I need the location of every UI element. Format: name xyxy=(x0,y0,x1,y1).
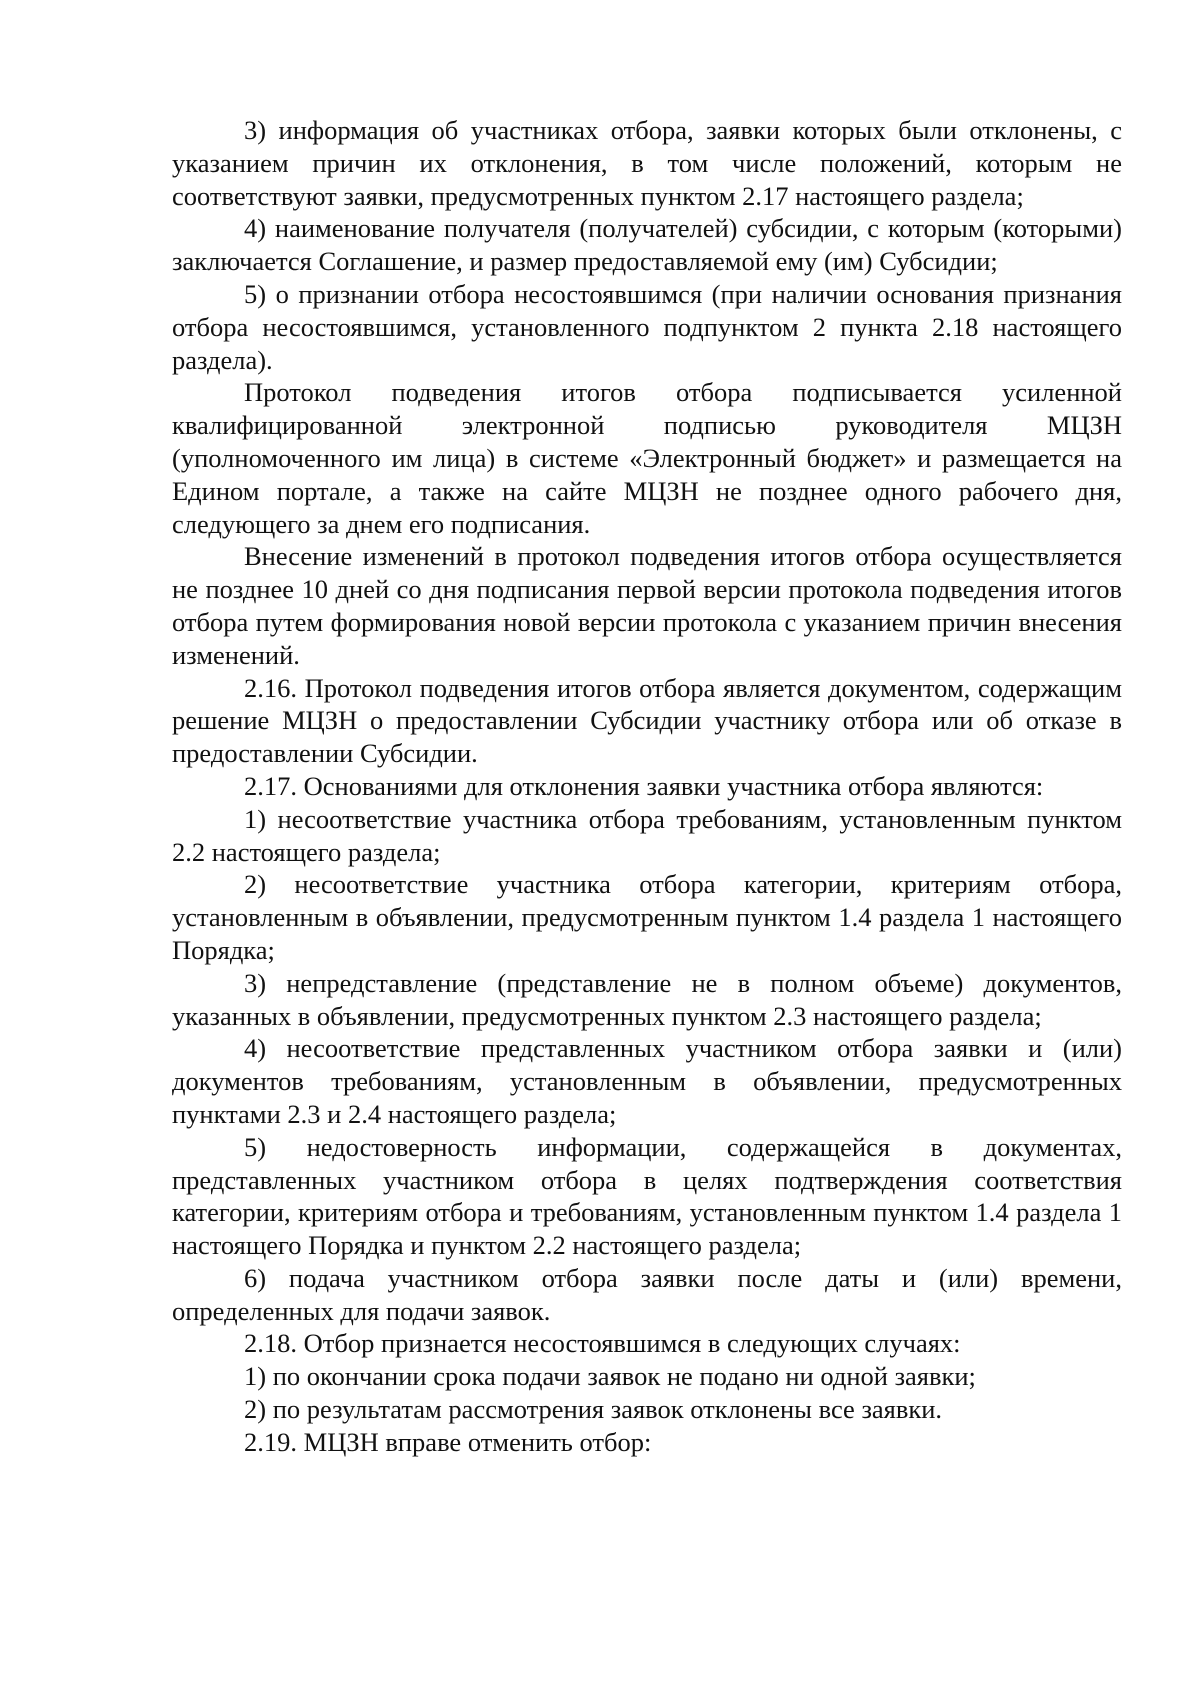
document-body xyxy=(172,114,1122,1459)
paragraph-2-18: 2.18. Отбор признается несостоявшимся в следующих случаях: xyxy=(244,1328,961,1359)
paragraph-2-17-item-6: 6) подача участником отбора заявки после даты и (или) времени, определенных для подачи заявок. xyxy=(172,1262,1122,1326)
paragraph-2-17-item-4: 4) несоответствие представленных участником отбора заявки и (или) документов требованиям, установленным в объявлении, предусмотренных пунктами 2.3 и 2.4 настоящего раздела; xyxy=(172,1033,1122,1129)
paragraph-2-18-item-2: 2) по результатам рассмотрения заявок отклонены все заявки. xyxy=(244,1394,943,1425)
paragraph-2-16: 2.16. Протокол подведения итогов отбора является документом, содержащим решение МЦЗН о предоставлении Субсидии участнику отбора или об отказе в предоставлении Субсидии. xyxy=(172,672,1122,769)
paragraph-2-17-item-5: 5) недостоверность информации, содержащейся в документах, представленных участником отбора в целях подтверждения соответствия категории, критериям отбора и требованиям, установленным пунктом 1.4 раздела 1 настоящего Порядка и пунктом 2.2 настоящего раздела; xyxy=(172,1131,1122,1261)
paragraph-2-17-item-2: 2) несоответствие участника отбора категории, критериям отбора, установленным в объявлении, предусмотренным пунктом 1.4 раздела 1 настоящего Порядка; xyxy=(172,869,1122,965)
paragraph-2-18-item-1: 1) по окончании срока подачи заявок не подано ни одной заявки; xyxy=(244,1361,976,1392)
paragraph-item-3-rejected-participants-info: 3) информация об участниках отбора, заявки которых были отклонены, с указанием причин их отклонения, в том числе положений, которым не соответствуют заявки, предусмотренных пунктом 2.17 настоящего раздела; xyxy=(172,115,1122,211)
paragraph-protocol-signing: Протокол подведения итогов отбора подписывается усиленной квалифицированной электронной подписью руководителя МЦЗН (уполномоченного им лица) в системе «Электронный бюджет» и размещается на Едином портале, а также на сайте МЦЗН не позднее одного рабочего дня, следующего за днем его подписания. xyxy=(172,377,1122,539)
paragraph-2-19: 2.19. МЦЗН вправе отменить отбор: xyxy=(244,1426,652,1457)
paragraph-2-17-item-1: 1) несоответствие участника отбора требованиям, установленным пунктом 2.2 настоящего раздела; xyxy=(172,803,1122,867)
paragraph-item-5-selection-failed: 5) о признании отбора несостоявшимся (при наличии основания признания отбора несостоявшимся, установленного подпунктом 2 пункта 2.18 настоящего раздела). xyxy=(172,278,1122,375)
paragraph-2-17: 2.17. Основаниями для отклонения заявки участника отбора являются: xyxy=(244,770,1044,801)
paragraph-item-4-recipient-name: 4) наименование получателя (получателей) субсидии, с которым (которыми) заключается Соглашение, и размер предоставляемой ему (им) Субсидии; xyxy=(172,213,1122,277)
paragraph-protocol-amendments: Внесение изменений в протокол подведения итогов отбора осуществляется не позднее 10 дней со дня подписания первой версии протокола подведения итогов отбора путем формирования новой версии протокола с указанием причин внесения изменений. xyxy=(172,541,1122,670)
paragraph-2-17-item-3: 3) непредставление (представление не в полном объеме) документов, указанных в объявлении, предусмотренных пунктом 2.3 настоящего раздела; xyxy=(172,967,1122,1031)
